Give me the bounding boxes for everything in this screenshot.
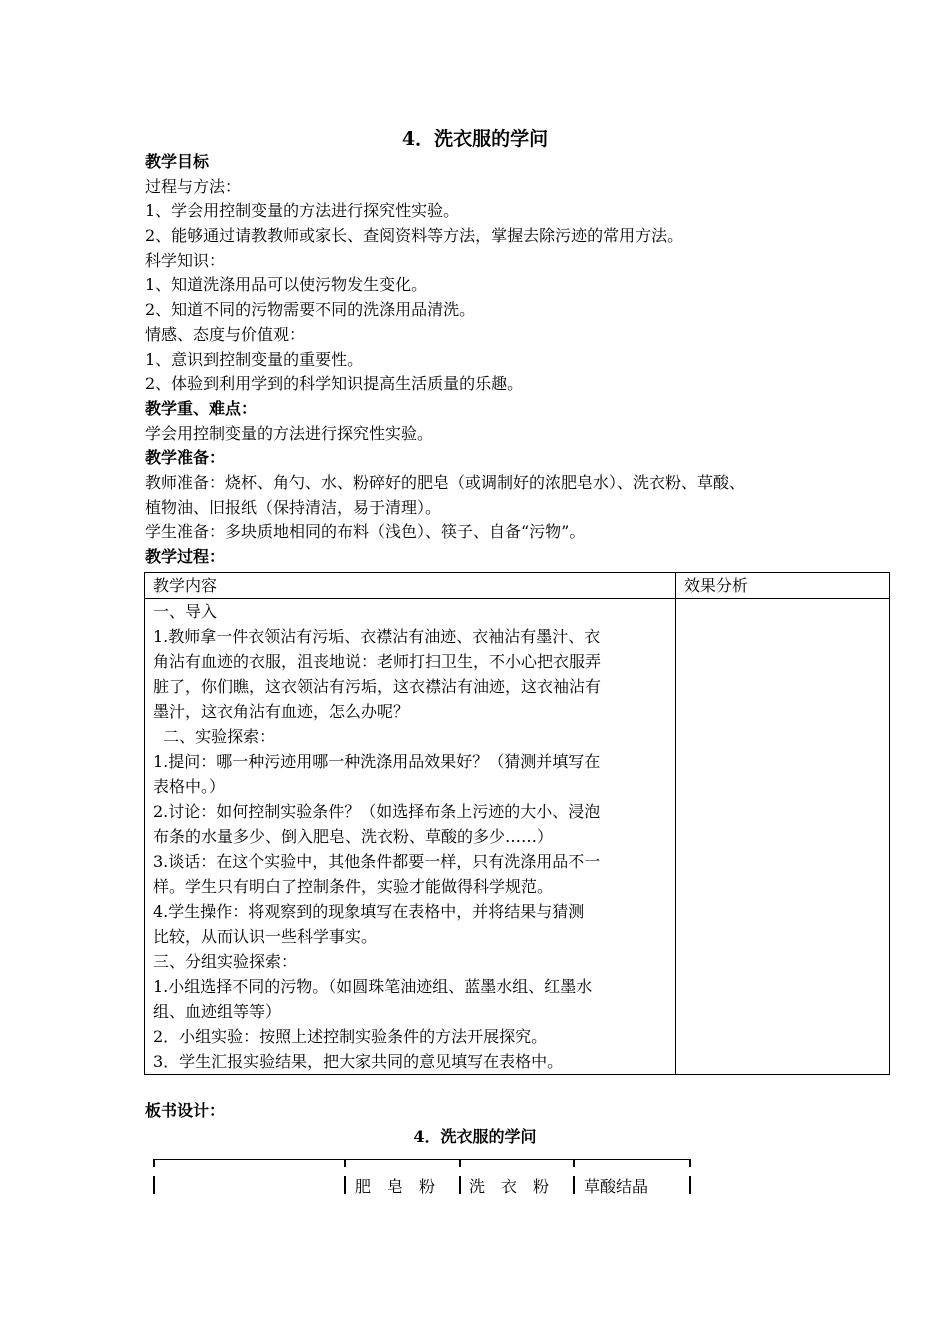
- text-line: 学会用控制变量的方法进行探究性实验。: [145, 423, 434, 443]
- section-heading: 教学重、难点：: [145, 398, 258, 418]
- content-line: 1.小组选择不同的污物。（如圆珠笔油迹组、蓝墨水组、红墨水: [153, 977, 593, 996]
- text-line: 植物油、旧报纸（保持清洁，易于清理）。: [145, 497, 442, 517]
- header-teaching-content: 教学内容: [145, 573, 676, 599]
- board-col-oxalic-acid: 草酸结晶: [584, 1177, 649, 1196]
- board-tick: [459, 1159, 461, 1167]
- text-line: 2、知道不同的污物需要不同的洗涤用品清洗。: [145, 300, 476, 320]
- content-line: 3.谈话：在这个实验中，其他条件都要一样，只有洗涤用品不一: [153, 852, 601, 871]
- lesson-objectives-section: [145, 150, 865, 570]
- board-design-title: 4．洗衣服的学问: [413, 1127, 537, 1146]
- board-design-heading: 板书设计：: [145, 1101, 226, 1120]
- content-line: 墨汁，这衣角沾有血迹，怎么办呢？: [153, 702, 410, 721]
- text-line: 学生准备：多块质地相同的布料（浅色）、筷子、自备“污物”。: [145, 522, 586, 542]
- content-line: 二、实验探索：: [153, 727, 276, 746]
- board-tick: [153, 1159, 155, 1167]
- content-line: 4.学生操作：将观察到的现象填写在表格中，并将结果与猜测: [153, 902, 585, 921]
- board-design-table: [150, 1156, 695, 1196]
- board-column-divider: [153, 1176, 155, 1194]
- teaching-content-cell: [145, 599, 676, 1075]
- board-top-rule: [153, 1159, 691, 1160]
- text-line: 科学知识：: [145, 250, 226, 270]
- content-line: 1.提问：哪一种污迹用哪一种洗涤用品效果好？（猜测并填写在: [153, 752, 601, 771]
- board-column-divider: [459, 1176, 461, 1194]
- content-line: 表格中。）: [153, 777, 226, 796]
- content-line: 3．学生汇报实验结果，把大家共同的意见填写在表格中。: [153, 1052, 564, 1071]
- board-column-divider: [689, 1176, 691, 1194]
- text-line: 2、能够通过请教教师或家长、查阅资料等方法，掌握去除污迹的常用方法。: [145, 226, 684, 246]
- content-line: 1.教师拿一件衣领沾有污垢、衣襟沾有油迹、衣袖沾有墨汁、衣: [153, 627, 601, 646]
- table-header-row: [145, 573, 890, 599]
- content-line: 2．小组实验：按照上述控制实验条件的方法开展探究。: [153, 1027, 548, 1046]
- content-line: 三、分组实验探索：: [153, 952, 298, 971]
- section-heading: 教学过程：: [145, 547, 226, 566]
- text-line: 1、学会用控制变量的方法进行探究性实验。: [145, 201, 460, 221]
- board-column-divider: [344, 1176, 346, 1194]
- effect-analysis-cell: [676, 599, 890, 1075]
- table-body-row: [145, 599, 890, 1075]
- content-line: 一、导入: [153, 602, 218, 621]
- text-line: 1、知道洗涤用品可以使污物发生变化。: [145, 275, 428, 295]
- document-title: 4．洗衣服的学问: [401, 128, 549, 150]
- text-line: 1、意识到控制变量的重要性。: [145, 349, 364, 369]
- board-tick: [573, 1159, 575, 1167]
- text-line: 过程与方法：: [145, 176, 242, 196]
- text-line: 2、体验到利用学到的科学知识提高生活质量的乐趣。: [145, 374, 524, 394]
- text-line: 教师准备：烧杯、角勺、水、粉碎好的肥皂（或调制好的浓肥皂水）、洗衣粉、草酸、: [145, 472, 746, 492]
- content-line: 布条的水量多少、倒入肥皂、洗衣粉、草酸的多少……）: [153, 827, 554, 846]
- content-line: 角沾有血迹的衣服，沮丧地说：老师打扫卫生，不小心把衣服弄: [153, 652, 602, 671]
- header-effect-analysis: 效果分析: [676, 573, 890, 599]
- board-tick: [344, 1159, 346, 1167]
- board-col-soap: 肥 皂 粉: [355, 1177, 436, 1196]
- board-tick: [689, 1159, 691, 1167]
- content-line: 2.讨论：如何控制实验条件？（如选择布条上污迹的大小、浸泡: [153, 802, 601, 821]
- board-col-detergent: 洗 衣 粉: [469, 1177, 550, 1196]
- section-heading: 教学准备：: [145, 448, 226, 468]
- content-line: 组、血迹组等等）: [153, 1002, 282, 1021]
- teaching-process-table: [144, 572, 890, 1075]
- text-line: 情感、态度与价值观：: [145, 324, 306, 344]
- board-column-divider: [573, 1176, 575, 1194]
- content-line: 脏了，你们瞧，这衣领沾有污垢，这衣襟沾有油迹，这衣袖沾有: [153, 677, 602, 696]
- section-heading: 教学目标: [145, 152, 210, 171]
- content-line: 样。学生只有明白了控制条件，实验才能做得科学规范。: [153, 877, 554, 896]
- content-line: 比较，从而认识一些科学事实。: [153, 927, 378, 946]
